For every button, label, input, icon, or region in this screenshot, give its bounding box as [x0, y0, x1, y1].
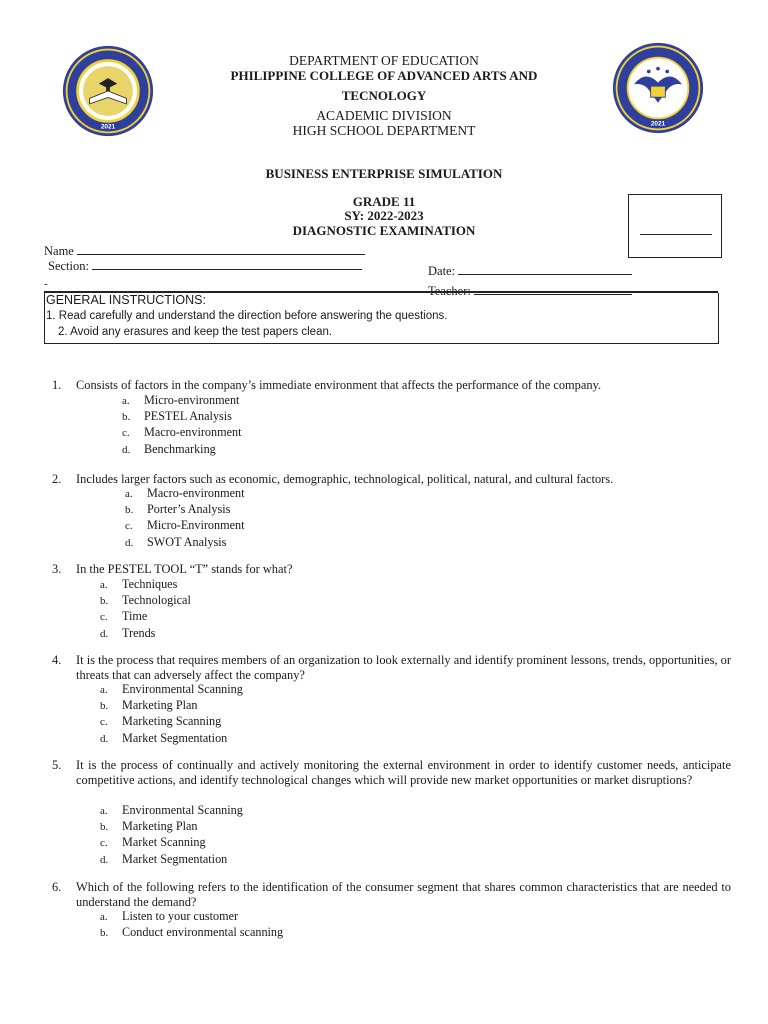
section-label: Section:: [48, 259, 89, 273]
question-4: [52, 653, 731, 683]
question-4-options: [100, 682, 243, 747]
option-letter: b.: [100, 821, 109, 834]
option-letter: d.: [122, 443, 131, 456]
option-letter: a.: [125, 488, 133, 500]
option[interactable]: [122, 409, 241, 425]
option[interactable]: [125, 535, 244, 551]
question-2: [52, 472, 731, 487]
question-1-options: [122, 393, 241, 458]
option-letter: d.: [125, 536, 134, 549]
date-label: Date:: [428, 264, 456, 278]
question-number: 6.: [52, 880, 62, 894]
option-text: Macro-environment: [147, 486, 245, 500]
option-text: Technological: [122, 593, 191, 608]
division-heading: ACADEMIC DIVISION: [316, 108, 452, 123]
option-letter: c.: [100, 716, 108, 729]
option[interactable]: [122, 442, 241, 458]
option[interactable]: [125, 486, 244, 502]
option-text: PESTEL Analysis: [144, 409, 232, 424]
option-text: Porter’s Analysis: [147, 502, 231, 517]
right-logo-year: 2021: [650, 120, 666, 128]
question-6-options: [100, 909, 283, 941]
exam-type: DIAGNOSTIC EXAMINATION: [292, 223, 476, 238]
instruction-item-1: 1. Read carefully and understand the direction before answering the questions.: [46, 310, 448, 322]
option-text: Macro-environment: [144, 425, 242, 440]
option-text: Marketing Scanning: [122, 714, 222, 729]
option-letter: a.: [100, 805, 108, 817]
option-text: Conduct environmental scanning: [122, 925, 284, 940]
question-number: 2.: [52, 472, 62, 486]
option-letter: a.: [100, 579, 108, 591]
question-2-options: [125, 486, 244, 551]
option[interactable]: [122, 425, 241, 441]
option-letter: a.: [122, 395, 130, 407]
question-5: [52, 758, 731, 788]
instructions-title: GENERAL INSTRUCTIONS:: [46, 293, 206, 307]
option-text: Benchmarking: [144, 441, 216, 456]
college-name-line2: TECNOLOGY: [341, 88, 427, 103]
option-text: Techniques: [122, 577, 178, 591]
question-1: [52, 378, 731, 393]
name-blank[interactable]: [77, 243, 365, 255]
option[interactable]: [100, 698, 243, 714]
option-text: SWOT Analysis: [147, 534, 227, 549]
question-number: 1.: [52, 378, 62, 392]
section-blank[interactable]: [92, 258, 362, 270]
left-logo-year: 2021: [100, 123, 116, 131]
option[interactable]: [125, 518, 244, 534]
question-text: It is the process of continually and actively monitoring the external environment in order to identify customer needs, anticipate competitive actions, and identify technological changes which will provide new market opportunities or market disruptions?: [76, 758, 731, 787]
option-letter: a.: [100, 911, 108, 923]
option-letter: c.: [125, 520, 133, 533]
option[interactable]: [100, 577, 191, 593]
teacher-label: Teacher:: [428, 284, 471, 298]
question-number: 5.: [52, 758, 62, 772]
option[interactable]: [100, 925, 283, 941]
option-letter: d.: [100, 627, 109, 640]
option[interactable]: [100, 803, 243, 819]
option[interactable]: [100, 593, 191, 609]
school-year: SY: 2022-2023: [344, 208, 424, 223]
question-text: It is the process that requires members of an organization to look externally and identify prominent lessons, trends, opportunities, or threats that can adversely affect the company?: [76, 653, 731, 682]
option-letter: b.: [100, 595, 109, 608]
option-text: Market Segmentation: [122, 730, 228, 745]
question-number: 3.: [52, 562, 62, 576]
option-letter: d.: [100, 732, 109, 745]
name-label: Name: [44, 244, 74, 258]
instruction-item-2: 2. Avoid any erasures and keep the test papers clean.: [58, 326, 333, 338]
option-letter: c.: [100, 611, 108, 624]
question-text: Includes larger factors such as economic, demographic, technological, political, natural, and cultural factors.: [76, 472, 614, 486]
option-text: Environmental Scanning: [122, 682, 243, 696]
section-field[interactable]: [48, 258, 362, 274]
grade-level: GRADE 11: [352, 194, 416, 209]
option[interactable]: [100, 609, 191, 625]
school-department-heading: HIGH SCHOOL DEPARTMENT: [292, 123, 476, 138]
question-3-options: [100, 577, 191, 642]
question-6: [52, 880, 731, 910]
option-text: Time: [122, 609, 148, 624]
question-text: Which of the following refers to the identification of the consumer segment that shares common characteristics that are needed to understand the demand?: [76, 880, 731, 909]
score-box[interactable]: [628, 194, 722, 258]
subject-title: BUSINESS ENTERPRISE SIMULATION: [265, 166, 503, 181]
option[interactable]: [100, 909, 283, 925]
option-letter: b.: [125, 504, 134, 517]
option-text: Environmental Scanning: [122, 803, 243, 817]
option-text: Market Segmentation: [122, 851, 228, 866]
option[interactable]: [100, 714, 243, 730]
option[interactable]: [100, 626, 191, 642]
option-letter: c.: [100, 837, 108, 850]
option-letter: b.: [100, 700, 109, 713]
option[interactable]: [125, 502, 244, 518]
option[interactable]: [122, 393, 241, 409]
option-text: Marketing Plan: [122, 819, 198, 834]
option-text: Micro-environment: [144, 393, 240, 407]
option-letter: c.: [122, 427, 130, 440]
date-field[interactable]: [428, 263, 632, 279]
date-blank[interactable]: [458, 263, 632, 275]
option[interactable]: [100, 852, 243, 868]
question-3: [52, 562, 731, 577]
question-number: 4.: [52, 653, 62, 667]
question-text: In the PESTEL TOOL “T” stands for what?: [76, 562, 293, 576]
question-5-options: [100, 803, 243, 868]
option-letter: a.: [100, 684, 108, 696]
option-letter: d.: [100, 853, 109, 866]
option-text: Marketing Plan: [122, 698, 198, 713]
option-letter: b.: [122, 411, 131, 424]
option[interactable]: [100, 682, 243, 698]
score-line: [640, 234, 712, 235]
option-letter: b.: [100, 927, 109, 940]
question-text: Consists of factors in the company’s immediate environment that affects the performance of the company.: [76, 378, 602, 392]
name-field[interactable]: [44, 243, 365, 259]
option[interactable]: [100, 731, 243, 747]
option[interactable]: [100, 819, 243, 835]
college-name-line1: PHILIPPINE COLLEGE OF ADVANCED ARTS AND: [230, 68, 538, 83]
option-text: Market Scanning: [122, 835, 206, 850]
option-text: Micro-Environment: [147, 518, 245, 533]
option-text: Listen to your customer: [122, 909, 239, 923]
option[interactable]: [100, 835, 243, 851]
separator-dash: -: [44, 278, 48, 290]
department-heading: DEPARTMENT OF EDUCATION: [289, 53, 479, 68]
option-text: Trends: [122, 625, 156, 640]
